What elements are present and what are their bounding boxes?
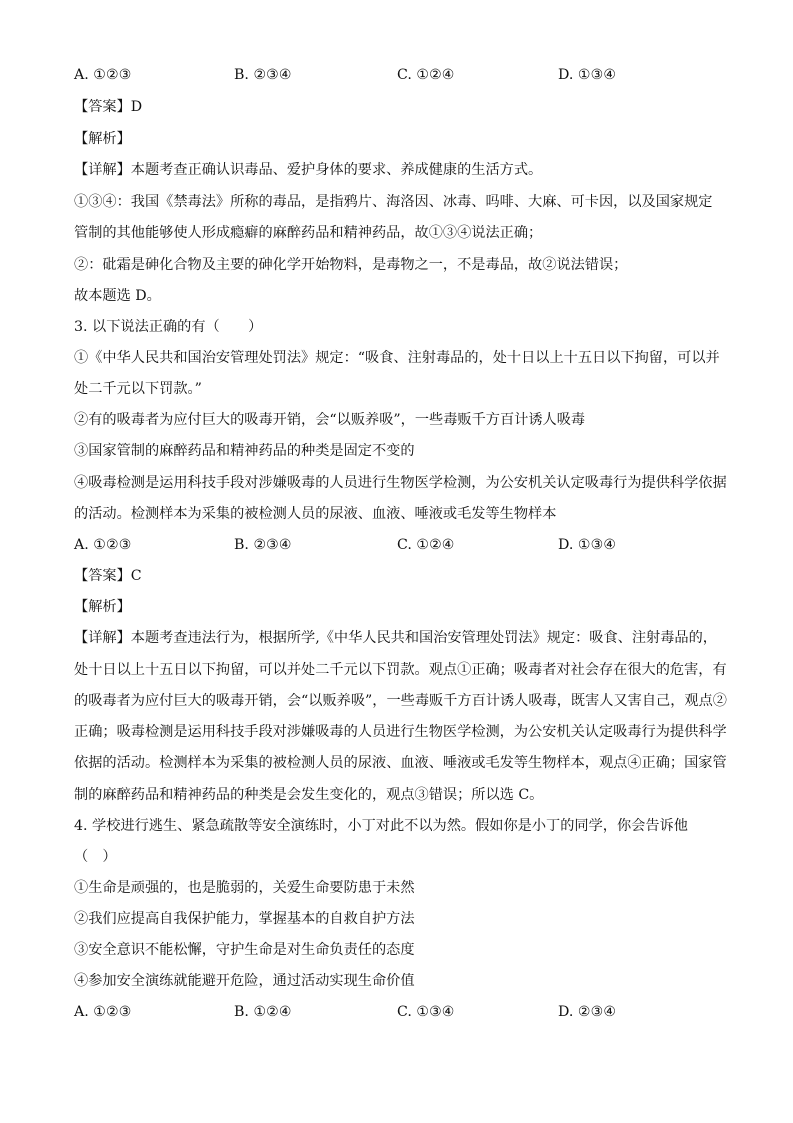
q4-option-d: D. ②③④: [558, 1004, 617, 1020]
q4-stem-blank: （ ）: [74, 849, 117, 865]
q3-option-a: A. ①②③: [74, 537, 132, 553]
q3-detail-line: 依据的活动。检测样本为采集的被检测人员的尿液、血液、唾液或毛发等生物样本，观点④正确；国家管: [74, 755, 727, 771]
q3-detail-line: 处十日以上十五日以下拘留，可以并处二千元以下罚款。观点①正确；吸毒者对社会存在很大的危害，有: [74, 662, 727, 678]
q4-item: ④参加安全演练就能避开危险，通过活动实现生命价值: [74, 973, 415, 989]
q4-item: ③安全意识不能松懈，守护生命是对生命负责任的态度: [74, 942, 415, 958]
q3-options: [74, 535, 724, 555]
q2-option-b: B. ②③④: [234, 67, 292, 83]
q4-item: ②我们应提高自我保护能力，掌握基本的自救自护方法: [74, 911, 415, 927]
q3-detail-line: 正确；吸毒检测是运用科技手段对涉嫌吸毒的人员进行生物医学检测，为公安机关认定吸毒行为提供科学: [74, 724, 727, 740]
q4-stem: 4. 学校进行逃生、紧急疏散等安全演练时，小丁对此不以为然。假如你是小丁的同学，你会告诉他: [74, 818, 688, 834]
q2-option-d: D. ①③④: [558, 67, 617, 83]
q3-analysis-label: 【解析】: [74, 599, 131, 615]
q3-stem: 3. 以下说法正确的有（ ）: [74, 319, 263, 335]
q3-detail-line: 【详解】本题考查违法行为，根据所学,《中华人民共和国治安管理处罚法》规定：吸食、注射毒品的，: [74, 630, 717, 646]
q2-detail-line: ①③④：我国《禁毒法》所称的毒品，是指鸦片、海洛因、冰毒、吗啡、大麻、可卡因，以及国家规定: [74, 194, 713, 210]
q3-option-b: B. ②③④: [234, 537, 292, 553]
q2-options: [74, 65, 724, 85]
q3-item: ①《中华人民共和国治安管理处罚法》规定：“吸食、注射毒品的，处十日以上十五日以下拘留，可以并: [74, 350, 720, 366]
q4-option-a: A. ①②③: [74, 1004, 132, 1020]
q2-detail-line: ②：砒霜是砷化合物及主要的砷化学开始物料，是毒物之一，不是毒品，故②说法错误；: [74, 257, 628, 273]
q2-detail-line: 【详解】本题考查正确认识毒品、爱护身体的要求、养成健康的生活方式。: [74, 162, 543, 178]
q2-answer: 【答案】D: [74, 99, 143, 115]
q3-detail-line: 的吸毒者为应付巨大的吸毒开销，会“以贩养吸”，一些毒贩千方百计诱人吸毒，既害人又害自己，观点②: [74, 693, 727, 709]
q2-analysis-label: 【解析】: [74, 131, 131, 147]
q4-option-c: C. ①③④: [397, 1004, 455, 1020]
q3-item: ③国家管制的麻醉药品和精神药品的种类是固定不变的: [74, 443, 415, 459]
q2-option-c: C. ①②④: [397, 67, 455, 83]
q3-option-c: C. ①②④: [397, 537, 455, 553]
q4-item: ①生命是顽强的，也是脆弱的，关爱生命要防患于未然: [74, 880, 415, 896]
q2-option-a: A. ①②③: [74, 67, 132, 83]
q3-item: 处二千元以下罚款。”: [74, 381, 202, 397]
q3-item: ④吸毒检测是运用科技手段对涉嫌吸毒的人员进行生物医学检测，为公安机关认定吸毒行为提供科学依据: [74, 475, 727, 491]
q3-item: 的活动。检测样本为采集的被检测人员的尿液、血液、唾液或毛发等生物样本: [74, 506, 557, 522]
q3-answer: 【答案】C: [74, 568, 142, 584]
q3-detail-line: 制的麻醉药品和精神药品的种类是会发生变化的，观点③错误；所以选 C。: [74, 787, 544, 803]
q2-detail-line: 故本题选 D。: [74, 288, 161, 304]
q3-item: ②有的吸毒者为应付巨大的吸毒开销，会“以贩养吸”，一些毒贩千方百计诱人吸毒: [74, 412, 586, 428]
q4-option-b: B. ①②④: [234, 1004, 292, 1020]
q2-detail-line: 管制的其他能够使人形成瘾癖的麻醉药品和精神药品，故①③④说法正确；: [74, 225, 543, 241]
q4-options: [74, 1002, 724, 1022]
q3-option-d: D. ①③④: [558, 537, 617, 553]
